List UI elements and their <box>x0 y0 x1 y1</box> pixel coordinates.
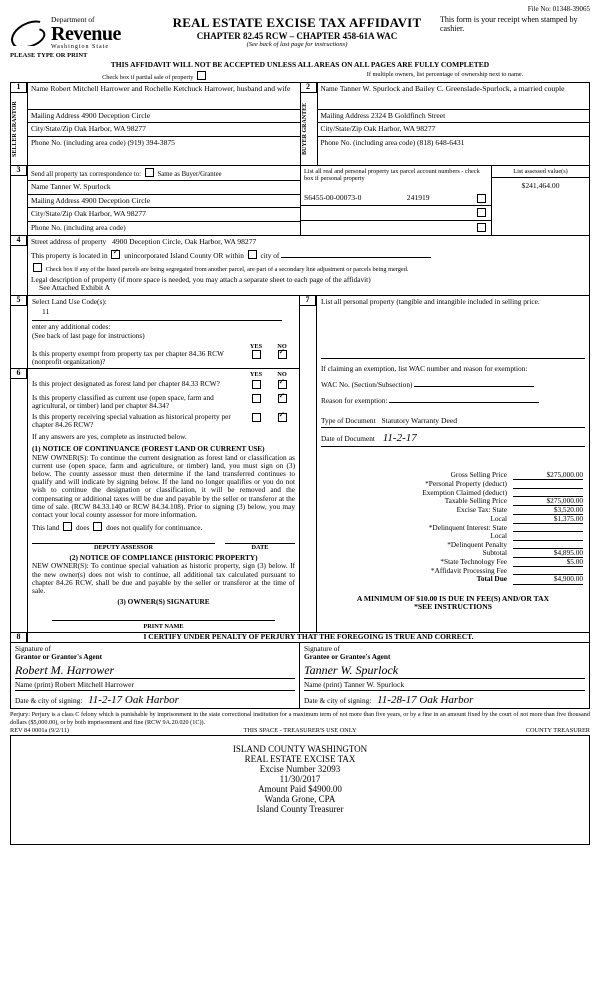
current-use-yes-checkbox[interactable] <box>252 394 261 403</box>
buyer-citystate-row <box>318 123 590 137</box>
treasurer-line-2: REAL ESTATE EXCISE TAX <box>244 753 356 764</box>
form-chapter: CHAPTER 82.45 RCW – CHAPTER 458-61A WAC <box>196 31 398 42</box>
land-use-rule <box>32 319 282 321</box>
see-instructions-note: *SEE INSTRUCTIONS <box>414 602 492 611</box>
money-amount-3[interactable]: $275,000.00 <box>513 497 583 506</box>
see-back-note: (See back of last page for instructions) <box>246 41 348 49</box>
seller-name-label: Name <box>31 83 49 93</box>
grantor-name-value[interactable]: Robert Mitchell Harrower <box>54 679 135 689</box>
wac-row <box>321 381 585 389</box>
exempt-no-checkbox[interactable] <box>278 350 287 359</box>
type-print-note: PLEASE TYPE OR PRINT <box>10 51 88 59</box>
land-use-label: Select Land Use Code(s): <box>32 296 107 306</box>
file-number <box>10 6 590 14</box>
doc-date-label: Date of Document <box>321 433 375 443</box>
street-address-label: Street address of property <box>31 237 107 247</box>
notice-continuance-body: NEW OWNER(S): To continue the current designation as forest land or classification as current use (open space, farm and agriculture, or timber) land, you must sign on (3) below. The county assessor must then determine if the land transferred continues to qualify and will indicate by signing below. If the land no longer qualifies or you do not wish to continue the designation or classification, it will be removed and the compensating or additional taxes will be due and payable by the seller or transferor at the time of sale. (RCW 84.33.140 or RCW 84.34.108). Prior to signing (3) below, you may contact your local county assessor for more information. <box>32 452 295 519</box>
buyer-mailing-value[interactable]: 2324 B Goldfinch Street <box>370 110 446 120</box>
revenue-swoosh-icon <box>10 20 48 46</box>
buyer-name-label: Name <box>320 83 338 93</box>
money-label-3: Taxable Selling Price <box>444 495 507 505</box>
doc-type-value[interactable]: Statutory Warranty Deed <box>381 416 458 426</box>
section-7 <box>300 296 589 633</box>
dept-label: Department of <box>51 14 95 24</box>
parties-section <box>10 82 590 166</box>
money-lines <box>321 471 585 584</box>
grantor-name-row <box>15 681 295 690</box>
grantor-signature[interactable]: Robert M. Harrower <box>15 662 295 679</box>
unincorporated-label: unincorporated <box>124 250 169 260</box>
grantee-sig-label: Signature of <box>304 644 340 654</box>
historic-yes-checkbox[interactable] <box>252 413 261 422</box>
owner-signature-label: (3) OWNER(S) SIGNATURE <box>117 597 210 607</box>
treasurer-stamp <box>10 735 590 845</box>
qualify-label: qualify for continuance. <box>132 523 203 533</box>
treasurer-line-6: Wanda Grone, CPA <box>264 794 336 805</box>
seller-citystate-value[interactable]: Oak Harbor, WA 98277 <box>74 124 146 134</box>
forest-land-yes-checkbox[interactable] <box>252 380 261 389</box>
treasurer-line-4: 11/30/2017 <box>279 773 321 784</box>
receipt-note: This form is your receipt when stamped by cashier. <box>440 14 578 33</box>
form-revision: REV 84 0001a (9/2/11) <box>10 726 69 734</box>
money-label-6: *Delinquent Interest: State <box>428 523 507 533</box>
exempt-yes-checkbox[interactable] <box>252 350 261 359</box>
seller-side-label: SELLER GRANTOR <box>12 100 18 157</box>
buyer-phone-row <box>318 137 590 150</box>
notice-compliance-body: NEW OWNER(S): To continue special valuation as historic property, sign (3) below. If the new owner(s) does not wish to continue, all additional tax calculated pursuant to chapter 84.26 RCW, shall be due and payable by the seller or transferor at the time of sale. <box>32 561 295 595</box>
money-amount-1[interactable] <box>513 480 583 488</box>
treasurer-line-5: Amount Paid $4900.00 <box>258 784 342 795</box>
reason-label: Reason for exemption: <box>321 396 388 406</box>
section-4-number: 4 <box>11 236 27 246</box>
buyer-side-label: BUYER GRANTEE <box>301 102 308 155</box>
left-column <box>11 296 300 633</box>
grantee-date-label: Date & city of signing: <box>304 696 372 706</box>
money-amount-10[interactable]: $5.00 <box>513 558 583 567</box>
this-land-label: This land <box>32 523 60 533</box>
section-7-number: 7 <box>300 296 316 306</box>
money-label-1: *Personal Property (deduct) <box>425 479 507 489</box>
historic-question: Is this property receiving special valuation as historical property per chapter 84.26 RCW? <box>32 411 231 430</box>
current-use-no-checkbox[interactable] <box>278 394 287 403</box>
section-5-number: 5 <box>11 296 27 306</box>
grantee-date-value[interactable]: 11-28-17 Oak Harbor <box>377 694 474 707</box>
tax-correspondence-row <box>28 166 300 182</box>
parcel-row-empty-2 <box>301 221 491 235</box>
money-line <box>321 497 585 506</box>
grantee-date-row <box>304 694 585 706</box>
treasurer-line-3: Excise Number 32093 <box>259 763 341 774</box>
section-3 <box>10 166 590 237</box>
seller-citystate-row <box>28 123 300 137</box>
personal-property-intro: List all personal property (tangible and intangible included in selling price. <box>321 296 540 306</box>
section-6-no-header: NO <box>277 371 287 379</box>
land-use-value[interactable]: 11 <box>42 306 50 316</box>
grantor-name-label: Name (print) <box>15 679 53 689</box>
grantor-sig-role: Grantor or Grantor's Agent <box>15 652 103 662</box>
forest-land-question: Is this project designated as forest land per chapter 84.33 RCW? <box>32 379 220 389</box>
section-4 <box>10 236 590 295</box>
doc-date-value[interactable]: 11-2-17 <box>382 431 417 444</box>
county-treasurer-label: COUNTY TREASURER <box>525 726 590 734</box>
reason-row <box>321 397 585 405</box>
money-amount-0[interactable]: $275,000.00 <box>513 471 583 480</box>
money-label-2: Exemption Claimed (deduct) <box>422 487 507 497</box>
section-6-yes-header: YES <box>249 371 263 379</box>
section-5-yes-header: YES <box>249 342 263 350</box>
section-1-number: 1 <box>11 83 27 93</box>
section-3-number: 3 <box>11 166 27 176</box>
money-amount-12[interactable]: $4,900.00 <box>513 575 583 584</box>
tax-citystate-value[interactable]: Oak Harbor, WA 98277 <box>74 209 146 219</box>
money-label-9: Subtotal <box>482 547 507 557</box>
tax-name-row <box>28 181 300 195</box>
seller-citystate-label: City/State/Zip <box>31 124 73 134</box>
owner-signature-line[interactable] <box>52 606 275 621</box>
grantee-signature[interactable]: Tanner W. Spurlock <box>304 662 585 679</box>
money-label-8: *Delinquent Penalty <box>447 539 507 549</box>
does-not-label: does not <box>106 523 131 533</box>
parcel-number-1[interactable]: 241919 <box>406 192 430 202</box>
seller-phone-row <box>28 137 300 150</box>
tax-name-label: Name <box>31 182 49 192</box>
parcel-header: List all real and personal property tax parcel account numbers - check box if personal property <box>304 167 480 182</box>
page-title: REAL ESTATE EXCISE TAX AFFIDAVIT <box>172 14 422 30</box>
money-label-4: Excise Tax: State <box>456 504 507 514</box>
partial-sale-checkbox[interactable] <box>197 71 206 80</box>
assessed-value[interactable]: $241,464.00 <box>521 180 560 190</box>
money-line <box>321 506 585 515</box>
legal-desc-value[interactable]: See Attached Exhibit A <box>39 283 111 293</box>
buyer-mailing-label: Mailing Address <box>320 110 369 120</box>
grantor-date-value[interactable]: 11-2-17 Oak Harbor <box>88 694 179 707</box>
money-line <box>321 524 585 532</box>
buyer-phone-value[interactable]: (818) 648-6431 <box>417 137 465 147</box>
money-line <box>321 541 585 549</box>
assessed-header: List assessed value(s) <box>492 166 589 178</box>
certify-statement: I CERTIFY UNDER PENALTY OF PERJURY THAT THE FOREGOING IS TRUE AND CORRECT. <box>143 632 474 642</box>
seller-phone-value[interactable]: (919) 394-3875 <box>127 137 175 147</box>
doc-type-label: Type of Document <box>321 416 376 426</box>
city-value[interactable] <box>281 257 431 258</box>
street-address-row <box>31 238 586 247</box>
section-8-number: 8 <box>11 633 27 642</box>
notice-continuance-title: (1) NOTICE OF CONTINUANCE (FOREST LAND OR CURRENT USE) <box>32 444 265 454</box>
assessed-value-block <box>492 166 589 236</box>
agency-logo <box>10 16 160 59</box>
city-checkbox[interactable] <box>248 250 257 259</box>
perjury-note: Perjury: Perjury is a class C felony which is punishable by imprisonment in the state correctional institution for a maximum term of not more than five years, or by a fine in an amount fixed by the court of not more than five thousand dollars ($5,000.00), or by both imprisonment and fine (RCW 9A.20.020 (1C)). <box>10 711 590 726</box>
file-number-label: File No: <box>527 5 551 13</box>
legal-desc-label: Legal description of property (if more space is needed, you may attach a separate sheet to each page of the affidavit) <box>31 275 371 285</box>
street-address-value[interactable]: 4900 Deception Circle, Oak Harbor, WA 98277 <box>112 237 257 247</box>
unincorporated-checkbox[interactable] <box>111 250 120 259</box>
completion-warning: THIS AFFIDAVIT WILL NOT BE ACCEPTED UNLESS ALL AREAS ON ALL PAGES ARE FULLY COMPLETED <box>110 60 490 70</box>
money-label-11: *Affidavit Processing Fee <box>430 566 507 576</box>
grantee-name-row <box>304 681 585 690</box>
seller-mailing-value[interactable]: 4900 Deception Circle <box>81 110 151 120</box>
buyer-phone-label: Phone No. (including area code) <box>320 137 416 147</box>
grantee-sign-block <box>300 643 589 708</box>
minimum-due-note: A MINIMUM OF $10.00 IS DUE IN FEE(S) AND/OR TAX <box>356 593 550 603</box>
buyer-citystate-value[interactable]: Oak Harbor, WA 98277 <box>363 124 436 134</box>
grantor-date-row <box>15 694 295 706</box>
buyer-mailing-row <box>318 110 590 124</box>
if-any-yes-note: If any answers are yes, complete as instructed below. <box>32 432 187 442</box>
tax-phone-label: Phone No. (including area code) <box>31 222 126 232</box>
historic-no-checkbox[interactable] <box>278 413 287 422</box>
money-line <box>321 575 585 584</box>
sections-5-6-7 <box>10 296 590 634</box>
parcel-row <box>301 192 491 206</box>
money-label-12: Total Due <box>476 574 507 584</box>
wac-value[interactable] <box>414 386 534 387</box>
county-text: Island County OR within <box>170 250 244 260</box>
buyer-block <box>301 83 590 165</box>
section-6-number: 6 <box>11 369 27 379</box>
grantor-sign-block <box>11 643 300 708</box>
parcel-list-block <box>301 166 492 236</box>
section-5-no-header: NO <box>277 342 287 350</box>
parcel-personal-checkbox-2[interactable] <box>477 223 486 232</box>
exempt-question: Is this property exempt from property tax per chapter 84.36 RCW (nonprofit organization)? <box>32 348 224 366</box>
revenue-wordmark: Revenue <box>51 23 121 46</box>
money-label-5: Local <box>490 514 507 524</box>
tax-citystate-label: City/State/Zip <box>31 209 73 219</box>
tax-citystate-row <box>28 208 300 222</box>
section-2-number: 2 <box>301 83 317 93</box>
deputy-assessor-label: DEPUTY ASSESSOR <box>93 544 154 552</box>
seller-name-row <box>28 83 300 110</box>
located-in-row <box>31 250 586 260</box>
partial-sale-check[interactable] <box>10 71 300 81</box>
parcel-personal-checkbox-1[interactable] <box>477 208 486 217</box>
seller-name-value[interactable]: Robert Mitchell Harrower and Rochelle Ketchuck Harrower, husband and wife <box>50 83 291 93</box>
doc-type-row <box>321 417 585 426</box>
partial-sale-label: Check box if partial sale of property <box>102 73 194 81</box>
grantor-sig-label: Signature of <box>15 644 51 654</box>
seller-mailing-label: Mailing Address <box>31 110 80 120</box>
land-use-instructions: (See back of last page for instructions) <box>32 330 145 340</box>
located-in-label: This property is located in <box>31 250 108 260</box>
file-number-value: 01348-39065 <box>552 5 590 13</box>
does-qualify-checkbox[interactable] <box>63 522 72 531</box>
tax-mailing-row <box>28 195 300 209</box>
money-label-0: Gross Selling Price <box>450 470 507 480</box>
money-amount-7[interactable] <box>513 532 583 540</box>
grantee-name-value[interactable]: Tanner W. Spurlock <box>343 679 405 689</box>
additional-codes-label: enter any additional codes: <box>32 322 111 332</box>
money-amount-9[interactable]: $4,895.00 <box>513 549 583 558</box>
form-header <box>10 16 590 59</box>
tax-mailing-value[interactable]: 4900 Deception Circle <box>81 195 151 205</box>
segregated-row <box>31 263 586 273</box>
parcel-number-0[interactable]: S6455-00-00073-0 <box>304 192 362 202</box>
section-5 <box>11 296 299 369</box>
forest-land-no-checkbox[interactable] <box>278 380 287 389</box>
money-amount-5[interactable]: $1,375.00 <box>513 515 583 524</box>
state-label: Washington State <box>51 44 110 51</box>
section-8 <box>10 633 590 709</box>
same-as-buyer-label: Same as Buyer/Grantee <box>157 170 222 178</box>
tax-name-value[interactable]: Tanner W. Spurlock <box>50 182 111 192</box>
same-as-buyer-checkbox[interactable] <box>145 168 154 177</box>
buyer-name-row <box>318 83 590 110</box>
ownership-pct-note: If multiple owners, list percentage of ownership next to name. <box>366 70 524 78</box>
doc-date-row <box>321 432 585 444</box>
grantee-name-label: Name (print) <box>304 679 342 689</box>
seller-phone-label: Phone No. (including area code) <box>31 137 126 147</box>
money-amount-6[interactable] <box>513 524 583 532</box>
money-label-7: Local <box>490 531 507 541</box>
buyer-citystate-label: City/State/Zip <box>320 124 362 134</box>
notice-compliance-title: (2) NOTICE OF COMPLIANCE (HISTORIC PROPERTY) <box>69 553 258 563</box>
tax-mailing-label: Mailing Address <box>31 195 80 205</box>
exemption-claim-label: If claiming an exemption, list WAC number and reason for exemption: <box>321 363 528 373</box>
owner-print-name-label: PRINT NAME <box>143 623 184 631</box>
money-label-10: *State Technology Fee <box>440 556 507 566</box>
tax-phone-row <box>28 222 300 235</box>
grantee-sig-role: Grantee or Grantee's Agent <box>304 652 391 662</box>
grantor-date-label: Date & city of signing: <box>15 696 83 706</box>
does-not-qualify-checkbox[interactable] <box>93 522 102 531</box>
current-use-question: Is this property classified as current use (open space, farm and agricultural, or timber) land per chapter 84.34? <box>32 392 214 410</box>
money-line <box>321 567 585 575</box>
seller-block <box>11 83 301 165</box>
tax-correspondence-label: Send all property tax correspondence to: <box>31 170 142 178</box>
segregated-label: Check box if any of the listed parcels are being segregated from another parcel, are part of a secondary line adjustment or parcels being merged. <box>45 266 409 274</box>
parcel-row-empty-1 <box>301 206 491 221</box>
treasurer-space-note: THIS SPACE - TREASURER'S USE ONLY <box>243 726 357 734</box>
treasurer-line-1: ISLAND COUNTY WASHINGTON <box>232 743 368 754</box>
buyer-name-value[interactable]: Tanner W. Spurlock and Bailey C. Greenslade-Spurlock, a married couple <box>339 83 565 93</box>
form-title-block <box>160 16 434 49</box>
seller-mailing-row <box>28 110 300 124</box>
assessor-date-label: DATE <box>251 544 269 552</box>
segregated-checkbox[interactable] <box>33 263 42 272</box>
does-label: does <box>76 523 90 533</box>
section-6 <box>11 369 299 632</box>
parcel-personal-checkbox-0[interactable] <box>477 194 486 203</box>
reason-value[interactable] <box>389 402 539 403</box>
city-of-label: city of <box>260 250 280 260</box>
money-amount-4[interactable]: $3,520.00 <box>513 506 583 515</box>
wac-label: WAC No. (Section/Subsection) <box>321 380 413 390</box>
treasurer-line-7: Island County Treasurer <box>256 804 344 815</box>
